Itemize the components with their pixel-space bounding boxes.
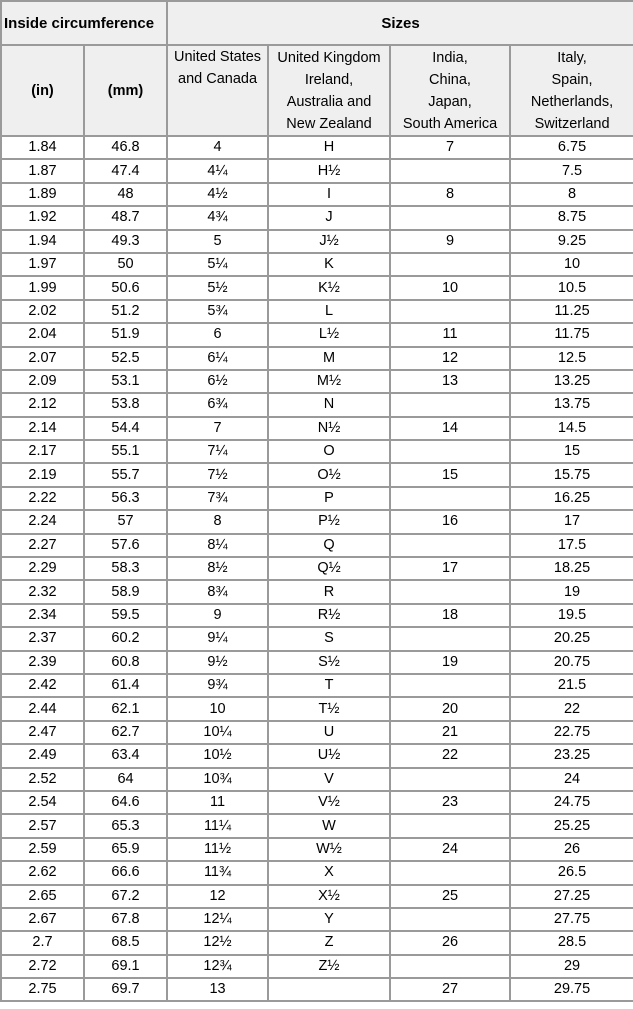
italy-size-cell: 29.75	[511, 979, 633, 1000]
us-size-cell: 10¾	[168, 769, 267, 790]
uk-size-cell: L½	[269, 324, 389, 345]
uk-header-line: New Zealand	[286, 115, 372, 132]
uk-size-cell: N	[269, 394, 389, 415]
uk-size-cell	[269, 979, 389, 1000]
india-header-line: South America	[402, 115, 498, 132]
india-size-cell: 22	[391, 745, 509, 766]
uk-size-cell: T	[269, 675, 389, 696]
inches-cell: 2.22	[2, 488, 83, 509]
us-size-cell: 11¾	[168, 862, 267, 883]
us-size-cell: 4¼	[168, 160, 267, 181]
inches-cell: 2.07	[2, 348, 83, 369]
inches-cell: 2.75	[2, 979, 83, 1000]
mm-cell: 60.2	[85, 628, 166, 649]
inches-cell: 2.44	[2, 698, 83, 719]
table-row	[2, 277, 633, 298]
uk-size-cell: Z½	[269, 956, 389, 977]
inches-header: (in)	[2, 46, 83, 135]
india-header-line: India,	[432, 49, 468, 66]
italy-size-cell: 8	[511, 184, 633, 205]
us-canada-header	[168, 46, 267, 135]
mm-cell: 49.3	[85, 231, 166, 252]
india-size-cell	[391, 815, 509, 836]
inches-cell: 1.92	[2, 207, 83, 228]
us-size-cell: 9¾	[168, 675, 267, 696]
mm-cell: 67.2	[85, 886, 166, 907]
mm-cell: 53.8	[85, 394, 166, 415]
uk-size-cell: H	[269, 137, 389, 158]
italy-header-line: Italy,	[557, 49, 587, 66]
inches-cell: 2.59	[2, 839, 83, 860]
uk-size-cell: O½	[269, 464, 389, 485]
uk-size-cell: N½	[269, 418, 389, 439]
inches-cell: 2.32	[2, 581, 83, 602]
uk-size-cell: M	[269, 348, 389, 369]
us-size-cell: 11½	[168, 839, 267, 860]
india-size-cell: 12	[391, 348, 509, 369]
italy-size-cell: 10.5	[511, 277, 633, 298]
italy-size-cell: 15	[511, 441, 633, 462]
uk-size-cell: S	[269, 628, 389, 649]
india-size-cell: 25	[391, 886, 509, 907]
india-size-cell: 11	[391, 324, 509, 345]
us-size-cell: 7½	[168, 464, 267, 485]
table-row	[2, 511, 633, 532]
table-row	[2, 348, 633, 369]
italy-header-line: Spain,	[551, 71, 593, 88]
italy-size-cell: 12.5	[511, 348, 633, 369]
mm-cell: 62.7	[85, 722, 166, 743]
uk-size-cell: P½	[269, 511, 389, 532]
italy-size-cell: 24	[511, 769, 633, 790]
uk-size-cell: J	[269, 207, 389, 228]
india-size-cell	[391, 769, 509, 790]
uk-size-cell: U½	[269, 745, 389, 766]
table-row	[2, 418, 633, 439]
table-row	[2, 301, 633, 322]
uk-size-cell: T½	[269, 698, 389, 719]
us-size-cell: 9½	[168, 652, 267, 673]
uk-size-cell: J½	[269, 231, 389, 252]
inches-cell: 1.97	[2, 254, 83, 275]
us-size-cell: 11¼	[168, 815, 267, 836]
mm-cell: 46.8	[85, 137, 166, 158]
uk-size-cell: Q	[269, 535, 389, 556]
mm-cell: 52.5	[85, 348, 166, 369]
mm-cell: 67.8	[85, 909, 166, 930]
table-row	[2, 979, 633, 1000]
italy-size-cell: 22.75	[511, 722, 633, 743]
italy-size-cell: 7.5	[511, 160, 633, 181]
us-size-cell: 8	[168, 511, 267, 532]
us-canada-header-line: and Canada	[178, 71, 258, 87]
table-row	[2, 675, 633, 696]
inches-cell: 2.72	[2, 956, 83, 977]
table-row	[2, 581, 633, 602]
india-size-cell	[391, 581, 509, 602]
india-size-cell	[391, 301, 509, 322]
inches-cell: 1.84	[2, 137, 83, 158]
mm-cell: 68.5	[85, 932, 166, 953]
table-row	[2, 324, 633, 345]
table-row	[2, 558, 633, 579]
india-size-cell	[391, 909, 509, 930]
uk-ireland-australia-nz-header	[269, 46, 389, 135]
uk-size-cell: M½	[269, 371, 389, 392]
italy-header-line: Netherlands,	[530, 93, 614, 110]
uk-header-line: United Kingdom	[277, 49, 381, 66]
inches-cell: 2.34	[2, 605, 83, 626]
millimeters-header: (mm)	[85, 46, 166, 135]
us-size-cell: 8¾	[168, 581, 267, 602]
india-size-cell	[391, 862, 509, 883]
inches-cell: 2.24	[2, 511, 83, 532]
uk-size-cell: U	[269, 722, 389, 743]
table-row	[2, 909, 633, 930]
us-size-cell: 8¼	[168, 535, 267, 556]
inches-cell: 2.02	[2, 301, 83, 322]
uk-size-cell: W	[269, 815, 389, 836]
us-size-cell: 13	[168, 979, 267, 1000]
inches-cell: 1.89	[2, 184, 83, 205]
table-row	[2, 792, 633, 813]
india-header-line: China,	[429, 71, 471, 88]
mm-cell: 58.9	[85, 581, 166, 602]
italy-size-cell: 17.5	[511, 535, 633, 556]
table-row	[2, 441, 633, 462]
us-size-cell: 5½	[168, 277, 267, 298]
india-size-cell: 23	[391, 792, 509, 813]
mm-cell: 55.1	[85, 441, 166, 462]
india-size-cell: 9	[391, 231, 509, 252]
italy-size-cell: 11.75	[511, 324, 633, 345]
india-size-cell	[391, 160, 509, 181]
italy-size-cell: 27.75	[511, 909, 633, 930]
inches-cell: 2.57	[2, 815, 83, 836]
inches-cell: 2.39	[2, 652, 83, 673]
india-size-cell	[391, 675, 509, 696]
mm-cell: 54.4	[85, 418, 166, 439]
italy-size-cell: 21.5	[511, 675, 633, 696]
table-row	[2, 886, 633, 907]
italy-size-cell: 13.75	[511, 394, 633, 415]
inches-cell: 2.49	[2, 745, 83, 766]
us-size-cell: 7¼	[168, 441, 267, 462]
table-row	[2, 652, 633, 673]
us-size-cell: 8½	[168, 558, 267, 579]
india-size-cell: 16	[391, 511, 509, 532]
table-row	[2, 815, 633, 836]
india-size-cell: 18	[391, 605, 509, 626]
uk-size-cell: Y	[269, 909, 389, 930]
uk-header-line: Ireland,	[304, 71, 354, 88]
inches-cell: 2.17	[2, 441, 83, 462]
italy-size-cell: 6.75	[511, 137, 633, 158]
uk-size-cell: O	[269, 441, 389, 462]
us-size-cell: 12¾	[168, 956, 267, 977]
india-size-cell: 19	[391, 652, 509, 673]
inside-circumference-header: Inside circumference	[2, 2, 166, 44]
mm-cell: 69.1	[85, 956, 166, 977]
italy-size-cell: 26	[511, 839, 633, 860]
india-size-cell: 13	[391, 371, 509, 392]
india-size-cell: 24	[391, 839, 509, 860]
india-size-cell: 14	[391, 418, 509, 439]
india-china-japan-sa-header	[391, 46, 509, 135]
mm-cell: 55.7	[85, 464, 166, 485]
inches-cell: 2.27	[2, 535, 83, 556]
inches-cell: 2.52	[2, 769, 83, 790]
uk-size-cell: X	[269, 862, 389, 883]
india-size-cell: 7	[391, 137, 509, 158]
table-row	[2, 722, 633, 743]
us-size-cell: 5	[168, 231, 267, 252]
us-size-cell: 7	[168, 418, 267, 439]
italy-size-cell: 17	[511, 511, 633, 532]
uk-size-cell: K½	[269, 277, 389, 298]
india-size-cell: 10	[391, 277, 509, 298]
italy-size-cell: 19	[511, 581, 633, 602]
mm-cell: 69.7	[85, 979, 166, 1000]
italy-size-cell: 26.5	[511, 862, 633, 883]
inches-cell: 2.04	[2, 324, 83, 345]
mm-cell: 48	[85, 184, 166, 205]
mm-cell: 64	[85, 769, 166, 790]
india-size-cell	[391, 254, 509, 275]
italy-size-cell: 16.25	[511, 488, 633, 509]
india-size-cell	[391, 394, 509, 415]
mm-cell: 64.6	[85, 792, 166, 813]
india-size-cell: 8	[391, 184, 509, 205]
header-row-top	[2, 2, 633, 44]
mm-cell: 65.9	[85, 839, 166, 860]
inches-cell: 1.94	[2, 231, 83, 252]
inches-cell: 1.87	[2, 160, 83, 181]
india-header-line: Japan,	[428, 93, 472, 110]
inches-cell: 2.67	[2, 909, 83, 930]
italy-size-cell: 9.25	[511, 231, 633, 252]
us-size-cell: 10½	[168, 745, 267, 766]
india-size-cell: 21	[391, 722, 509, 743]
italy-size-cell: 20.25	[511, 628, 633, 649]
header-row-sub	[2, 46, 633, 135]
italy-size-cell: 24.75	[511, 792, 633, 813]
inches-cell: 2.54	[2, 792, 83, 813]
mm-cell: 56.3	[85, 488, 166, 509]
uk-size-cell: Q½	[269, 558, 389, 579]
table-row	[2, 839, 633, 860]
mm-cell: 47.4	[85, 160, 166, 181]
mm-cell: 66.6	[85, 862, 166, 883]
inches-cell: 2.09	[2, 371, 83, 392]
inches-cell: 2.19	[2, 464, 83, 485]
italy-size-cell: 23.25	[511, 745, 633, 766]
india-size-cell: 26	[391, 932, 509, 953]
india-size-cell	[391, 441, 509, 462]
uk-size-cell: X½	[269, 886, 389, 907]
us-size-cell: 4½	[168, 184, 267, 205]
uk-size-cell: I	[269, 184, 389, 205]
table-row	[2, 956, 633, 977]
mm-cell: 51.9	[85, 324, 166, 345]
us-size-cell: 6	[168, 324, 267, 345]
italy-size-cell: 27.25	[511, 886, 633, 907]
us-size-cell: 4¾	[168, 207, 267, 228]
table-row	[2, 184, 633, 205]
table-row	[2, 394, 633, 415]
table-row	[2, 628, 633, 649]
india-size-cell	[391, 535, 509, 556]
sizes-header: Sizes	[168, 2, 633, 44]
table-row	[2, 207, 633, 228]
table-row	[2, 254, 633, 275]
table-row	[2, 745, 633, 766]
mm-cell: 57	[85, 511, 166, 532]
inches-cell: 2.65	[2, 886, 83, 907]
mm-cell: 50	[85, 254, 166, 275]
italy-size-cell: 25.25	[511, 815, 633, 836]
us-size-cell: 11	[168, 792, 267, 813]
us-size-cell: 5¼	[168, 254, 267, 275]
italy-size-cell: 10	[511, 254, 633, 275]
uk-size-cell: R½	[269, 605, 389, 626]
us-size-cell: 6¾	[168, 394, 267, 415]
mm-cell: 48.7	[85, 207, 166, 228]
italy-size-cell: 15.75	[511, 464, 633, 485]
uk-size-cell: V½	[269, 792, 389, 813]
us-size-cell: 7¾	[168, 488, 267, 509]
inches-cell: 2.7	[2, 932, 83, 953]
table-row	[2, 231, 633, 252]
mm-cell: 61.4	[85, 675, 166, 696]
us-size-cell: 6¼	[168, 348, 267, 369]
mm-cell: 50.6	[85, 277, 166, 298]
table-row	[2, 371, 633, 392]
us-canada-header-line: United States	[173, 49, 262, 65]
inches-cell: 2.12	[2, 394, 83, 415]
italy-size-cell: 28.5	[511, 932, 633, 953]
india-size-cell: 20	[391, 698, 509, 719]
uk-size-cell: L	[269, 301, 389, 322]
uk-size-cell: V	[269, 769, 389, 790]
uk-size-cell: P	[269, 488, 389, 509]
us-size-cell: 9¼	[168, 628, 267, 649]
uk-size-cell: K	[269, 254, 389, 275]
inches-cell: 2.47	[2, 722, 83, 743]
italy-size-cell: 13.25	[511, 371, 633, 392]
mm-cell: 62.1	[85, 698, 166, 719]
italy-size-cell: 14.5	[511, 418, 633, 439]
table-row	[2, 488, 633, 509]
table-row	[2, 535, 633, 556]
inches-cell: 1.99	[2, 277, 83, 298]
italy-header-line: Switzerland	[534, 115, 610, 132]
table-row	[2, 605, 633, 626]
mm-cell: 57.6	[85, 535, 166, 556]
us-size-cell: 4	[168, 137, 267, 158]
italy-size-cell: 20.75	[511, 652, 633, 673]
uk-size-cell: Z	[269, 932, 389, 953]
uk-size-cell: R	[269, 581, 389, 602]
size-rows	[2, 137, 633, 1000]
us-size-cell: 10	[168, 698, 267, 719]
table-row	[2, 137, 633, 158]
inches-cell: 2.37	[2, 628, 83, 649]
mm-cell: 63.4	[85, 745, 166, 766]
italy-spain-nl-ch-header	[511, 46, 633, 135]
us-size-cell: 12	[168, 886, 267, 907]
italy-size-cell: 22	[511, 698, 633, 719]
italy-size-cell: 8.75	[511, 207, 633, 228]
us-size-cell: 10¼	[168, 722, 267, 743]
italy-size-cell: 11.25	[511, 301, 633, 322]
mm-cell: 51.2	[85, 301, 166, 322]
india-size-cell	[391, 956, 509, 977]
india-size-cell: 15	[391, 464, 509, 485]
india-size-cell: 27	[391, 979, 509, 1000]
table-row	[2, 698, 633, 719]
uk-size-cell: H½	[269, 160, 389, 181]
uk-header-line: Australia and	[286, 93, 372, 110]
us-size-cell: 5¾	[168, 301, 267, 322]
inches-cell: 2.29	[2, 558, 83, 579]
india-size-cell: 17	[391, 558, 509, 579]
table-header	[2, 2, 633, 135]
us-size-cell: 9	[168, 605, 267, 626]
us-size-cell: 6½	[168, 371, 267, 392]
italy-size-cell: 19.5	[511, 605, 633, 626]
table-row	[2, 932, 633, 953]
mm-cell: 53.1	[85, 371, 166, 392]
table-row	[2, 464, 633, 485]
table-row	[2, 769, 633, 790]
mm-cell: 65.3	[85, 815, 166, 836]
india-size-cell	[391, 488, 509, 509]
us-size-cell: 12½	[168, 932, 267, 953]
india-size-cell	[391, 207, 509, 228]
uk-size-cell: S½	[269, 652, 389, 673]
table-row	[2, 862, 633, 883]
india-size-cell	[391, 628, 509, 649]
table-row	[2, 160, 633, 181]
us-size-cell: 12¼	[168, 909, 267, 930]
inches-cell: 2.62	[2, 862, 83, 883]
italy-size-cell: 18.25	[511, 558, 633, 579]
inches-cell: 2.14	[2, 418, 83, 439]
mm-cell: 60.8	[85, 652, 166, 673]
mm-cell: 58.3	[85, 558, 166, 579]
uk-size-cell: W½	[269, 839, 389, 860]
mm-cell: 59.5	[85, 605, 166, 626]
italy-size-cell: 29	[511, 956, 633, 977]
inches-cell: 2.42	[2, 675, 83, 696]
